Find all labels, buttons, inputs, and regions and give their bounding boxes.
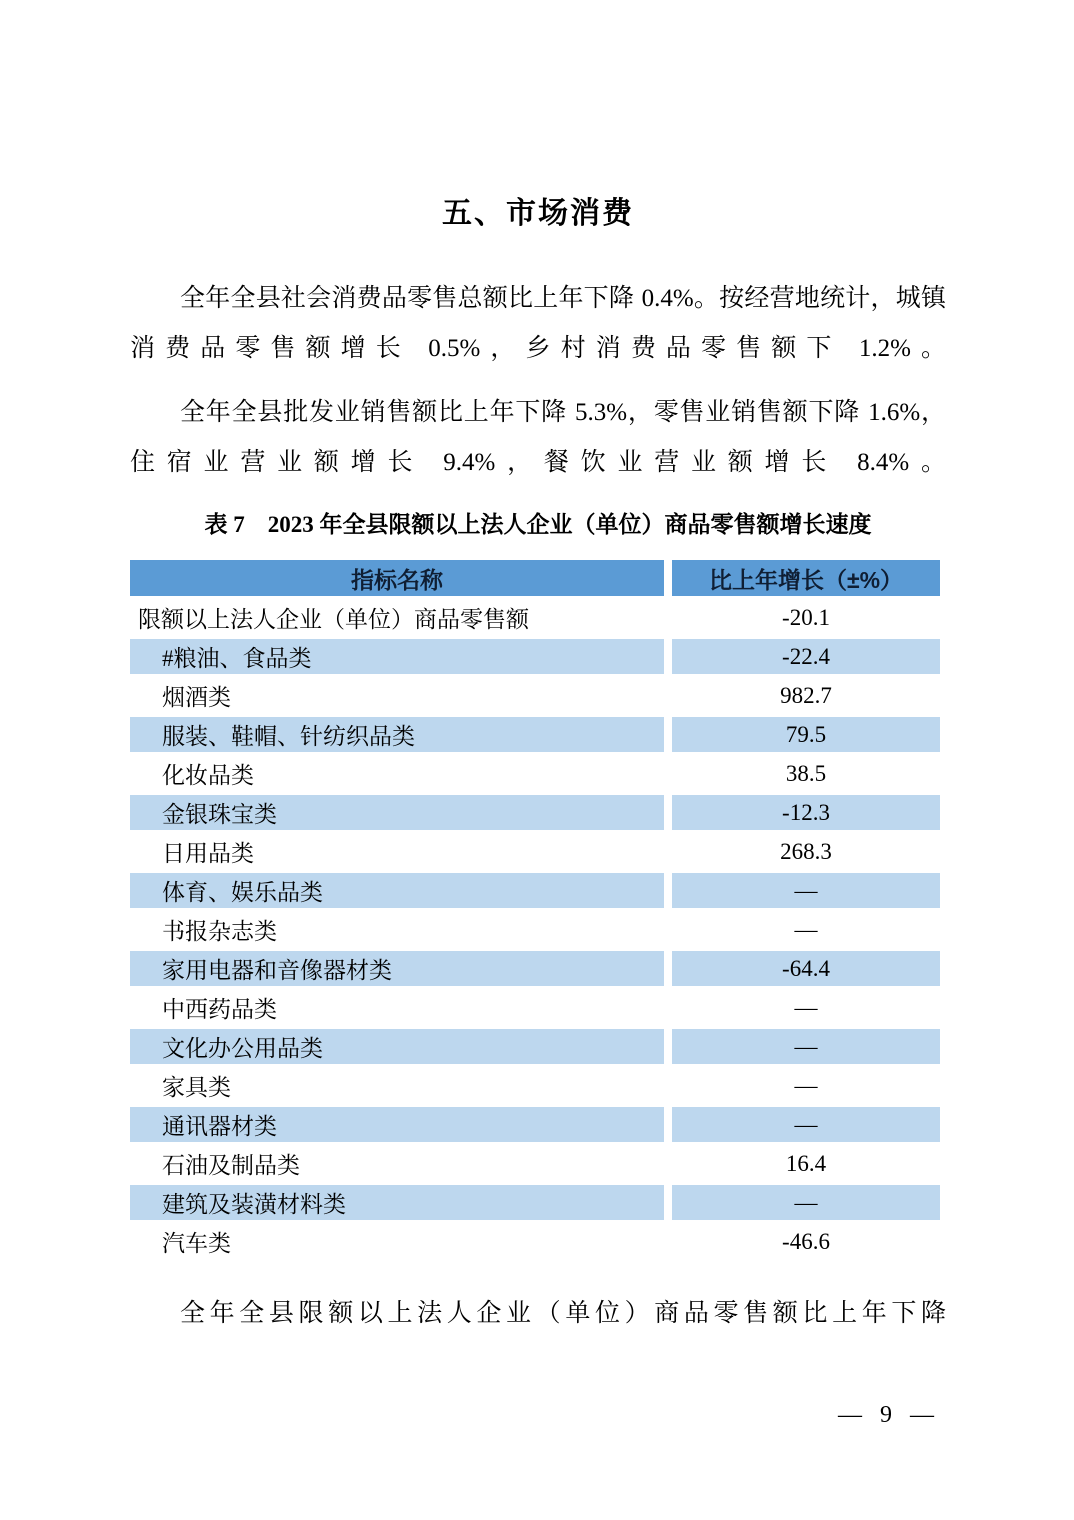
row-value: -12.3 [672, 793, 940, 832]
growth-table [130, 558, 940, 1261]
row-label: 限额以上法人企业（单位）商品零售额 [130, 598, 664, 637]
row-label: 书报杂志类 [130, 910, 664, 949]
table-row [130, 1027, 940, 1066]
page-number: — 9 — [838, 1402, 940, 1428]
row-label: 建筑及装潢材料类 [130, 1183, 664, 1222]
row-label: 烟酒类 [130, 676, 664, 715]
row-value: — [672, 1066, 940, 1105]
row-value: -64.4 [672, 949, 940, 988]
row-value: 16.4 [672, 1144, 940, 1183]
table-row [130, 1066, 940, 1105]
table-row [130, 754, 940, 793]
paragraph-retail-total: 全年全县社会消费品零售总额比上年下降 0.4%。按经营地统计，城镇消费品零售额增长 0.5%，乡村消费品零售额下 1.2%。 [130, 285, 946, 362]
row-label: 化妆品类 [130, 754, 664, 793]
row-value: — [672, 910, 940, 949]
table-caption: 表 7 2023 年全县限额以上法人企业（单位）商品零售额增长速度 [204, 512, 872, 537]
closing-paragraph: 全年全县限额以上法人企业（单位）商品零售额比上年下降 [180, 1300, 946, 1327]
row-value: 982.7 [672, 676, 940, 715]
table-body [130, 598, 940, 1261]
row-label: #粮油、食品类 [130, 637, 664, 676]
row-value: — [672, 871, 940, 910]
row-value: 268.3 [672, 832, 940, 871]
paragraph-wholesale-retail: 全年全县批发业销售额比上年下降 5.3%，零售业销售额下降 1.6%，住宿业营业额增长 9.4%，餐饮业营业额增长 8.4%。 [130, 399, 946, 476]
row-value: — [672, 1183, 940, 1222]
row-label: 日用品类 [130, 832, 664, 871]
row-label: 石油及制品类 [130, 1144, 664, 1183]
row-label: 家用电器和音像器材类 [130, 949, 664, 988]
row-value: -22.4 [672, 637, 940, 676]
row-label: 中西药品类 [130, 988, 664, 1027]
table-header-row [130, 558, 940, 598]
table-row [130, 637, 940, 676]
table-row [130, 910, 940, 949]
table-row [130, 871, 940, 910]
row-value: 79.5 [672, 715, 940, 754]
row-value: 38.5 [672, 754, 940, 793]
row-value: — [672, 1027, 940, 1066]
table-row [130, 598, 940, 637]
row-label: 服装、鞋帽、针纺织品类 [130, 715, 664, 754]
section-title: 五、市场消费 [442, 197, 634, 230]
table-row [130, 1222, 940, 1261]
table-row [130, 715, 940, 754]
table-row [130, 676, 940, 715]
row-label: 体育、娱乐品类 [130, 871, 664, 910]
row-label: 文化办公用品类 [130, 1027, 664, 1066]
row-label: 金银珠宝类 [130, 793, 664, 832]
header-indicator-name: 指标名称 [130, 558, 664, 598]
table-row [130, 1144, 940, 1183]
header-growth-rate: 比上年增长（±%） [672, 558, 940, 598]
table-row [130, 1105, 940, 1144]
row-label: 通讯器材类 [130, 1105, 664, 1144]
table-row [130, 949, 940, 988]
row-label: 家具类 [130, 1066, 664, 1105]
row-value: — [672, 1105, 940, 1144]
row-value: — [672, 988, 940, 1027]
table-row [130, 988, 940, 1027]
table-row [130, 793, 940, 832]
row-label: 汽车类 [130, 1222, 664, 1261]
table-row [130, 1183, 940, 1222]
row-value: -20.1 [672, 598, 940, 637]
table-row [130, 832, 940, 871]
row-value: -46.6 [672, 1222, 940, 1261]
